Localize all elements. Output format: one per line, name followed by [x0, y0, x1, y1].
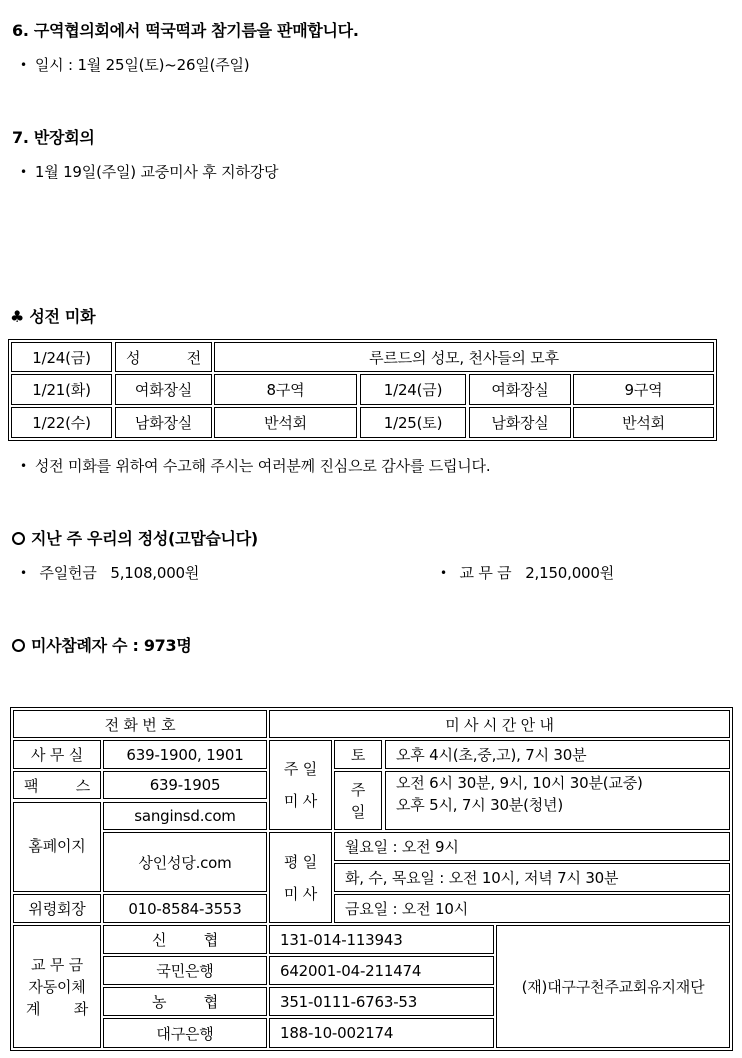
- saturday-times: 오후 4시(초,중,고), 7시 30분: [385, 740, 730, 769]
- circle-icon: [12, 532, 25, 545]
- label-part: 계: [26, 999, 41, 1018]
- office-label: 사 무 실: [13, 740, 101, 769]
- section-7-title: 7. 반장회의: [12, 128, 95, 147]
- label-part: 농: [152, 993, 167, 1011]
- weekday-times-row: 월요일 : 오전 9시: [334, 832, 730, 861]
- decoration-date: 1/25(토): [360, 407, 466, 438]
- saturday-label: 토: [334, 740, 382, 769]
- weekday-mass-label: [269, 832, 332, 923]
- decoration-title: 성전 미화: [29, 307, 96, 326]
- bank-name: 대구은행: [103, 1018, 267, 1048]
- label-part: 협: [203, 931, 218, 949]
- decoration-group: 반석회: [214, 407, 357, 438]
- offering-sunday: [20, 562, 199, 583]
- label-part: 스: [75, 776, 90, 795]
- sunday-times: [385, 771, 730, 830]
- label-line: 미 사: [283, 792, 318, 810]
- label-line: 주: [350, 780, 366, 799]
- decoration-place: 여화장실: [115, 374, 212, 405]
- section-6-bullet: • 일시 : 1월 25일(토)~26일(주일): [20, 54, 249, 75]
- decoration-group: 반석회: [573, 407, 714, 438]
- label-part: 신: [152, 931, 167, 949]
- office-phone: 639-1900, 1901: [103, 740, 267, 769]
- committee-phone: 010-8584-3553: [103, 894, 267, 923]
- weekday-times-row: 화, 수, 목요일 : 오전 10시, 저녁 7시 30분: [334, 863, 730, 892]
- attendance-title: 미사참례자 수 : 973명: [31, 636, 192, 655]
- label-line: 주 일: [283, 760, 318, 778]
- homepage-korean-url[interactable]: 상인성당.com: [103, 832, 267, 892]
- account-number: 131-014-113943: [269, 925, 494, 954]
- label-line: 자동이체: [28, 977, 86, 996]
- sunday-label: [334, 771, 382, 830]
- offering-label: 주일헌금: [39, 564, 97, 582]
- bank-name: 국민은행: [103, 956, 267, 985]
- fax-number: 639-1905: [103, 771, 267, 799]
- decoration-group: 9구역: [573, 374, 714, 405]
- sunday-times-line: 오후 5시, 7시 30분(청년): [396, 796, 563, 814]
- sunday-times-line: 오전 6시 30분, 9시, 10시 30분(교중): [396, 774, 643, 792]
- decoration-place: 남화장실: [469, 407, 571, 438]
- decoration-date: 1/22(수): [11, 407, 112, 438]
- weekday-times-row: 금요일 : 오전 10시: [334, 894, 730, 923]
- label-line: 일: [350, 802, 366, 821]
- accounts-label: [13, 925, 101, 1048]
- account-holder: (재)대구구천주교회유지재단: [496, 925, 730, 1048]
- decoration-date: 1/24(금): [360, 374, 466, 405]
- offering-value: 5,108,000원: [110, 564, 200, 582]
- committee-label: 위령회장: [13, 894, 101, 923]
- sunday-mass-label: [269, 740, 332, 830]
- account-number: 188-10-002174: [269, 1018, 494, 1048]
- section-7-bullet: • 1월 19일(주일) 교중미사 후 지하강당: [20, 161, 278, 182]
- label-line: 미 사: [283, 884, 318, 903]
- account-number: 642001-04-211474: [269, 956, 494, 985]
- decoration-place: 남화장실: [115, 407, 212, 438]
- decoration-sanctuary-label: [115, 342, 212, 372]
- decoration-place: 여화장실: [469, 374, 571, 405]
- fax-label: [13, 771, 101, 799]
- account-number: 351-0111-6763-53: [269, 987, 494, 1016]
- offering-heading: [12, 526, 258, 549]
- club-icon: ♣: [10, 307, 25, 326]
- decoration-date: 1/21(화): [11, 374, 112, 405]
- label-part: 협: [203, 993, 218, 1011]
- decoration-date: 1/24(금): [11, 342, 112, 372]
- section-6-title: 6. 구역협의회에서 떡국떡과 참기름을 판매합니다.: [12, 21, 359, 40]
- decoration-sanctuary-text: 루르드의 성모, 천사들의 모후: [214, 342, 714, 372]
- label-line: 평 일: [283, 852, 318, 871]
- offering-value: 2,150,000원: [525, 564, 615, 582]
- phone-header: 전 화 번 호: [13, 710, 267, 738]
- label-part: 팩: [24, 776, 39, 795]
- offering-dues: [440, 562, 614, 583]
- label-part: 성: [126, 348, 141, 367]
- homepage-url[interactable]: sanginsd.com: [103, 802, 267, 830]
- mass-header: 미 사 시 간 안 내: [269, 710, 730, 738]
- decoration-thanks: • 성전 미화를 위하여 수고해 주시는 여러분께 진심으로 감사를 드립니다.: [20, 455, 490, 476]
- bank-name: [103, 925, 267, 954]
- circle-icon: [12, 639, 25, 652]
- attendance-heading: [12, 633, 192, 656]
- offering-title: 지난 주 우리의 정성(고맙습니다): [31, 529, 258, 548]
- label-line: 교 무 금: [30, 955, 83, 974]
- homepage-label: 홈페이지: [13, 802, 101, 892]
- bank-name: [103, 987, 267, 1016]
- offering-label: 교 무 금: [459, 564, 512, 582]
- label-part: 전: [186, 348, 201, 367]
- decoration-group: 8구역: [214, 374, 357, 405]
- label-part: 좌: [73, 999, 88, 1018]
- decoration-heading: [10, 304, 95, 327]
